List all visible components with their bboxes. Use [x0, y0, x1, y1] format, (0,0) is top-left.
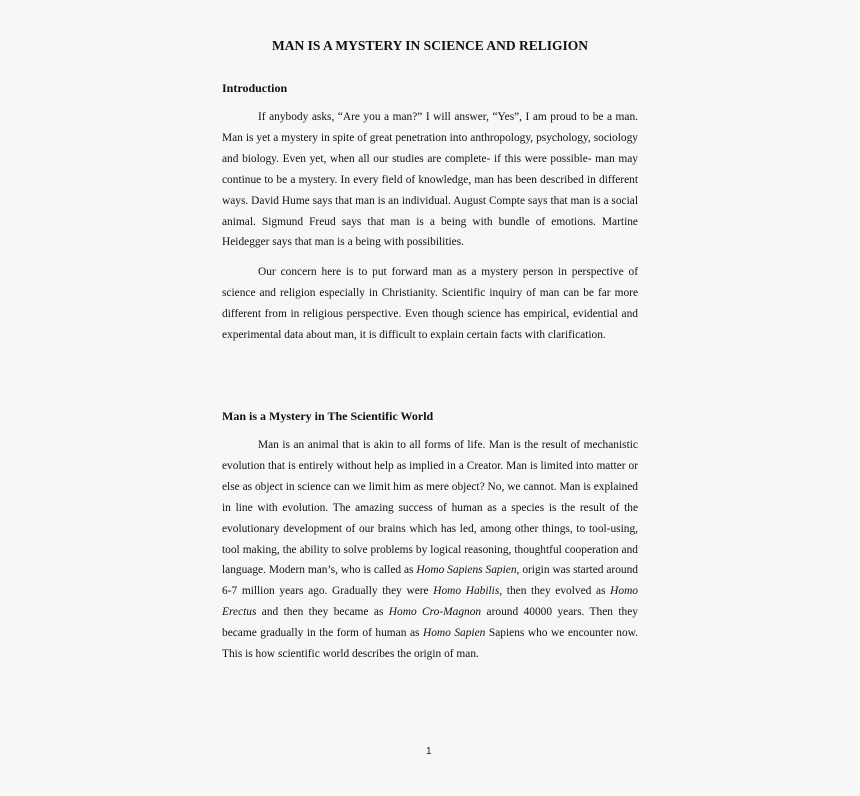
intro-paragraph-2: Our concern here is to put forward man as a mystery person in perspective of science and religion especially in Christianity. Scientific inquiry of man can be far more different from in religious perspective. Even though science has empirical, evidential and experimental data about man, it is difficult to explain certain facts with clarification.: [222, 266, 638, 341]
italic-term: Homo Habilis: [433, 585, 500, 598]
page-number: 1: [426, 746, 432, 757]
text-run: Sapiens who we encounter now. This is how scientific world describes the origin of man.: [222, 627, 638, 661]
italic-term: Homo Sapien: [422, 627, 486, 640]
text-run: Man is an animal that is akin to all forms of life. Man is the result of mechanistic evolution that is entirely without help as implied in a Creator. Man is limited into matter or else as object in science can we limit him as mere object? No, we cannot. Man is explained in line with evolution. The amazing success of human as a species is the result of the evolutionary development of our brains which has led, among other things, to tool-using, tool making, the ability to solve problems by logical reasoning, thoughtful cooperation and language. Modern man’s, who is called as: [222, 439, 638, 577]
section-heading-scientific-world: Man is a Mystery in The Scientific World: [222, 409, 434, 423]
text-run: , then they evolved as: [499, 585, 611, 598]
scientific-world-paragraph-1: [222, 435, 638, 665]
section-heading-introduction: Introduction: [222, 81, 288, 95]
italic-term: Homo Sapiens Sapien: [416, 564, 517, 577]
text-run: and then they became as: [256, 606, 389, 619]
italic-term: Homo Cro-Magnon: [388, 606, 482, 619]
intro-paragraph-1: If anybody asks, “Are you a man?” I will answer, “Yes”, I am proud to be a man. Man is yet a mystery in spite of great penetration into anthropology, psychology, sociology and biology. Even yet, when all our studies are complete- if this were possible- man may continue to be a mystery. In every field of knowledge, man has been described in different ways. David Hume says that man is an individual. August Compte says that man is a social animal. Sigmund Freud says that man is a being with bundle of emotions. Martine Heidegger says that man is a being with possibilities.: [222, 111, 638, 249]
document-title: MAN IS A MYSTERY IN SCIENCE AND RELIGION: [272, 38, 588, 53]
text-run: , origin was started around 6-7 million years ago. Gradually they were: [222, 564, 638, 598]
italic-term: Homo Erectus: [222, 585, 638, 619]
text-run: around 40000 years. Then they became gradually in the form of human as: [222, 606, 638, 640]
